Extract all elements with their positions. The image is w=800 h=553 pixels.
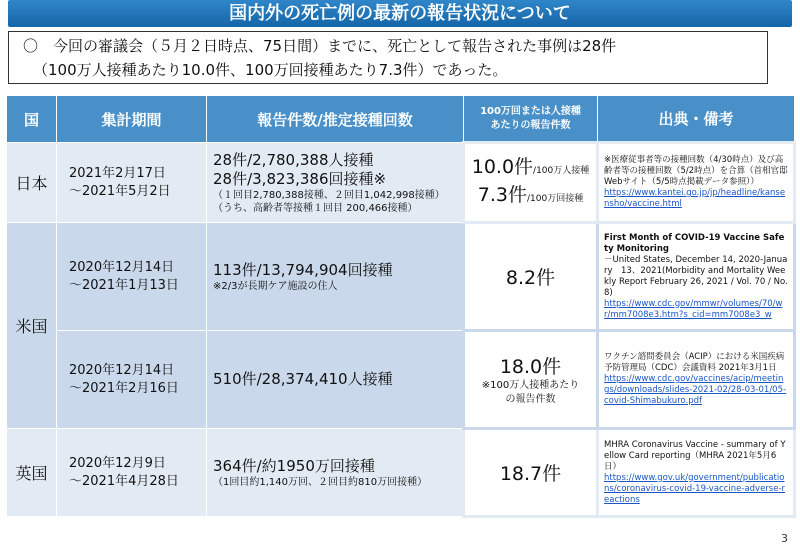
rate-note: ※100万人接種あたり	[481, 380, 580, 391]
summary-line-2: （100万人接種あたり10.0件、100万回接種あたり7.3件）であった。	[33, 61, 508, 79]
header-period: 集計期間	[57, 96, 207, 143]
header-rate-line-2: あたりの報告件数	[490, 119, 571, 131]
rate-unit: /100万回接種	[527, 193, 584, 204]
period-cell	[57, 331, 207, 429]
count-note: （1回目約1,140万回、２回目約810万回接種）	[213, 476, 428, 488]
count-cell	[207, 331, 464, 429]
country-cell: 日本	[7, 143, 57, 223]
count-note: （うち、高齢者等接種１回目 200,466接種）	[213, 202, 418, 214]
rate-note: の報告件数	[505, 394, 556, 405]
table-row-us-2	[7, 331, 795, 429]
header-count: 報告件数/推定接種回数	[207, 96, 464, 143]
period-end: ～2021年4月28日	[69, 473, 179, 489]
country-cell: 英国	[7, 429, 57, 517]
period-end: ～2021年1月13日	[69, 277, 179, 293]
source-cell	[598, 429, 795, 517]
period-end: ～2021年2月16日	[69, 380, 179, 396]
table-header-row	[7, 96, 795, 143]
count-persons: 510件/28,374,410人接種	[213, 370, 393, 388]
count-doses: 113件/13,794,904回接種	[213, 260, 393, 279]
rate-cell	[464, 223, 598, 331]
source-link[interactable]: https://www.gov.uk/government/publications/coronavirus-covid-19-vaccine-adverse-reactions	[604, 472, 786, 505]
count-cell	[207, 223, 464, 331]
source-cell	[598, 143, 795, 223]
source-cell	[598, 223, 795, 331]
rate-value: 7.3件	[477, 183, 527, 206]
source-title: First Month of COVID-19 Vaccine Safety Monitoring	[604, 232, 785, 254]
source-link[interactable]: https://www.cdc.gov/vaccines/acip/meetings/downloads/slides-2021-02/28-03-01/05-covid-Shimabukuro.pdf	[604, 374, 787, 406]
count-persons: 28件/2,780,388人接種	[213, 150, 374, 169]
count-cell	[207, 429, 464, 517]
source-text: ※医療従事者等の接種回数（4/30時点）及び高齢者等の接種回数（5/2時点）を合算（首相官邸Webサイト（5/5時点掲載データ参照））	[604, 155, 788, 187]
period-start: 2020年12月14日	[69, 362, 175, 378]
rate-unit: /100万人接種	[533, 165, 590, 176]
rate-cell	[464, 429, 598, 517]
table-row-uk	[7, 429, 795, 517]
rate-value: 10.0件	[471, 155, 534, 178]
count-doses: 364件/約1950万回接種	[213, 456, 375, 475]
count-cell	[207, 143, 464, 223]
table-row-us-1	[7, 223, 795, 331]
count-note: ※2/3が長期ケア施設の住人	[213, 280, 338, 292]
rate-value: 18.0件	[499, 356, 562, 378]
period-end: ～2021年5月2日	[69, 183, 171, 199]
period-start: 2020年12月9日	[69, 455, 166, 471]
period-start: 2020年12月14日	[69, 259, 175, 275]
summary-line-1: 〇 今回の審議会（５月２日時点、75日間）までに、死亡として報告された事例は28件	[23, 37, 617, 55]
period-cell	[57, 429, 207, 517]
source-text: MHRA Coronavirus Vaccine - summary of Yellow Card reporting（MHRA 2021年5月6日）	[604, 439, 786, 472]
rate-value: 8.2件	[505, 267, 556, 289]
source-text: －United States, December 14, 2020-January 13、2021(Morbidity and Mortality Weekly Report February 26, 2021 / Vol. 70 / No. 8)	[604, 254, 788, 298]
header-rate-line-1: 100万回または人接種	[480, 105, 581, 117]
rate-cell	[464, 143, 598, 223]
rate-value: 18.7件	[499, 463, 562, 485]
period-cell	[57, 143, 207, 223]
source-link[interactable]: https://www.cdc.gov/mmwr/volumes/70/wr/mm7008e3.htm?s_cid=mm7008e3_w	[604, 298, 783, 320]
page-number: 3	[781, 532, 788, 545]
header-rate	[464, 96, 598, 143]
count-note: （１回目2,780,388接種、２回目1,042,998接種）	[213, 189, 445, 201]
period-start: 2021年2月17日	[69, 165, 166, 181]
header-country: 国	[7, 96, 57, 143]
country-cell: 米国	[7, 223, 57, 429]
source-link[interactable]: https://www.kantei.go.jp/jp/headline/kansensho/vaccine.html	[604, 188, 786, 209]
rate-cell	[464, 331, 598, 429]
page-title: 国内外の死亡例の最新の報告状況について	[8, 0, 792, 27]
table-row-japan	[7, 143, 795, 223]
report-table	[6, 95, 796, 518]
source-cell	[598, 331, 795, 429]
header-source: 出典・備考	[598, 96, 795, 143]
source-text: ワクチン諮問委員会（ACIP）における米国疾病予防管理局（CDC）会議資料 2021年3月1日	[604, 352, 785, 373]
summary-box	[8, 31, 768, 84]
period-cell	[57, 223, 207, 331]
count-doses: 28件/3,823,386回接種※	[213, 169, 387, 188]
